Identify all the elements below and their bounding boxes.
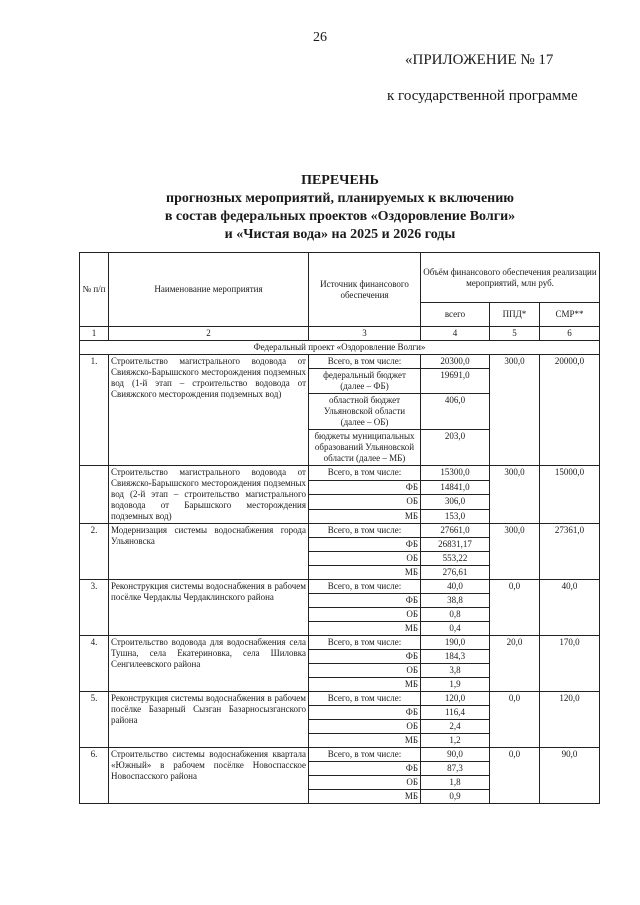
table-row — [80, 692, 600, 706]
funding-smr: 120,0 — [540, 692, 600, 748]
funding-source: ФБ — [309, 650, 421, 664]
table-row — [80, 355, 600, 369]
funding-ppd: 300,0 — [490, 466, 540, 524]
funding-total: 90,0 — [421, 748, 490, 762]
funding-total: 1,2 — [421, 734, 490, 748]
funding-source: МБ — [309, 678, 421, 692]
col-number-3: 3 — [309, 327, 421, 341]
funding-source: Всего, в том числе: — [309, 466, 421, 481]
document-title — [60, 172, 620, 244]
appendix-label: «ПРИЛОЖЕНИЕ № 17 — [405, 52, 554, 68]
header-total: всего — [421, 303, 490, 327]
measure-name: Модернизация системы водоснабжения города Ульяновска — [109, 524, 309, 580]
funding-source: ОБ — [309, 495, 421, 510]
funding-total: 0,9 — [421, 790, 490, 804]
funding-source: ФБ — [309, 538, 421, 552]
col-number-6: 6 — [540, 327, 600, 341]
funding-smr: 90,0 — [540, 748, 600, 804]
header-volume: Объём финансового обеспечения реализации мероприятий, млн руб. — [421, 253, 600, 303]
funding-source: Всего, в том числе: — [309, 748, 421, 762]
funding-total: 553,22 — [421, 552, 490, 566]
row-number: 4. — [80, 636, 109, 692]
measure-name: Строительство магистрального водовода от Свияжско-Барышского месторождения подземных вод (2-й этап – строительство магистрального водовода от Барышского месторождения подземных вод) — [109, 466, 309, 524]
funding-source: МБ — [309, 566, 421, 580]
row-number: 3. — [80, 580, 109, 636]
title-line-3: в состав федеральных проектов «Оздоровление Волги» — [164, 209, 516, 224]
funding-source: ОБ — [309, 776, 421, 790]
funding-source: ОБ — [309, 664, 421, 678]
funding-total: 19691,0 — [421, 369, 490, 394]
funding-source: бюджеты муниципальных образований Ульяновской области (далее – МБ) — [309, 430, 421, 466]
funding-source: МБ — [309, 790, 421, 804]
funding-source: ФБ — [309, 594, 421, 608]
funding-source: Всего, в том числе: — [309, 524, 421, 538]
funding-ppd: 0,0 — [490, 580, 540, 636]
funding-total: 120,0 — [421, 692, 490, 706]
page-number: 26 — [313, 30, 327, 45]
funding-ppd: 20,0 — [490, 636, 540, 692]
header-source: Источник финансового обеспечения — [309, 253, 421, 327]
funding-source: МБ — [309, 622, 421, 636]
header-smr: СМР** — [540, 303, 600, 327]
funding-ppd: 0,0 — [490, 748, 540, 804]
funding-ppd: 300,0 — [490, 355, 540, 466]
funding-smr: 27361,0 — [540, 524, 600, 580]
col-number-4: 4 — [421, 327, 490, 341]
funding-source: ФБ — [309, 706, 421, 720]
title-line-4: и «Чистая вода» на 2025 и 2026 годы — [224, 227, 456, 242]
funding-ppd: 300,0 — [490, 524, 540, 580]
funding-source: Всего, в том числе: — [309, 636, 421, 650]
funding-source: областной бюджет Ульяновской области (далее – ОБ) — [309, 394, 421, 430]
funding-total: 116,4 — [421, 706, 490, 720]
funding-total: 406,0 — [421, 394, 490, 430]
row-number: 5. — [80, 692, 109, 748]
funding-total: 14841,0 — [421, 480, 490, 495]
funding-source: ОБ — [309, 608, 421, 622]
measure-name: Реконструкция системы водоснабжения в рабочем посёлке Базарный Сызган Базарносызганского района — [109, 692, 309, 748]
col-number-5: 5 — [490, 327, 540, 341]
funding-source: ОБ — [309, 720, 421, 734]
measure-name: Строительство водовода для водоснабжения села Тушна, села Екатериновка, села Шиловка Сенгилеевского района — [109, 636, 309, 692]
row-number: 6. — [80, 748, 109, 804]
funding-source: Всего, в том числе: — [309, 580, 421, 594]
funding-total: 306,0 — [421, 495, 490, 510]
funding-total: 20300,0 — [421, 355, 490, 369]
col-number-1: 1 — [80, 327, 109, 341]
funding-total: 26831,17 — [421, 538, 490, 552]
funding-smr: 40,0 — [540, 580, 600, 636]
funding-source: Всего, в том числе: — [309, 692, 421, 706]
funding-smr: 15000,0 — [540, 466, 600, 524]
col-number-2: 2 — [109, 327, 309, 341]
funding-total: 3,8 — [421, 664, 490, 678]
program-label: к государственной программе — [387, 88, 578, 104]
funding-smr: 170,0 — [540, 636, 600, 692]
funding-total: 15300,0 — [421, 466, 490, 481]
funding-total: 276,61 — [421, 566, 490, 580]
header-name: Наименование мероприятия — [109, 253, 309, 327]
funding-ppd: 0,0 — [490, 692, 540, 748]
row-number: 2. — [80, 524, 109, 580]
row-number — [80, 466, 109, 524]
measure-name: Строительство магистрального водовода от Свияжско-Барышского месторождения подземных вод (1-й этап – строительство водовода от Свияжского месторождения подземных вод) — [109, 355, 309, 466]
section-title: Федеральный проект «Оздоровление Волги» — [80, 341, 600, 355]
funding-total: 2,4 — [421, 720, 490, 734]
funding-total: 1,8 — [421, 776, 490, 790]
funding-total: 153,0 — [421, 509, 490, 524]
funding-total: 190,0 — [421, 636, 490, 650]
funding-total: 184,3 — [421, 650, 490, 664]
funding-source: федеральный бюджет (далее – ФБ) — [309, 369, 421, 394]
funding-source: МБ — [309, 734, 421, 748]
title-line-2: прогнозных мероприятий, планируемых к включению — [166, 191, 514, 206]
table-row — [80, 580, 600, 594]
funding-total: 27661,0 — [421, 524, 490, 538]
funding-total: 87,3 — [421, 762, 490, 776]
funding-source: ОБ — [309, 552, 421, 566]
header-num: № п/п — [80, 253, 109, 327]
funding-total: 38,8 — [421, 594, 490, 608]
table-row — [80, 524, 600, 538]
funding-smr: 20000,0 — [540, 355, 600, 466]
funding-source: МБ — [309, 509, 421, 524]
table-row — [80, 748, 600, 762]
title-line-1: ПЕРЕЧЕНЬ — [301, 173, 379, 188]
measure-name: Реконструкция системы водоснабжения в рабочем посёлке Чердаклы Чердаклинского района — [109, 580, 309, 636]
funding-total: 0,8 — [421, 608, 490, 622]
table-row — [80, 636, 600, 650]
header-ppd: ППД* — [490, 303, 540, 327]
funding-source: Всего, в том числе: — [309, 355, 421, 369]
funding-total: 0,4 — [421, 622, 490, 636]
measures-table — [79, 252, 600, 804]
table-row — [80, 466, 600, 481]
row-number: 1. — [80, 355, 109, 466]
funding-total: 203,0 — [421, 430, 490, 466]
funding-total: 40,0 — [421, 580, 490, 594]
funding-source: ФБ — [309, 480, 421, 495]
funding-source: ФБ — [309, 762, 421, 776]
measure-name: Строительство системы водоснабжения квартала «Южный» в рабочем посёлке Новоспасское Новоспасского района — [109, 748, 309, 804]
funding-total: 1,9 — [421, 678, 490, 692]
